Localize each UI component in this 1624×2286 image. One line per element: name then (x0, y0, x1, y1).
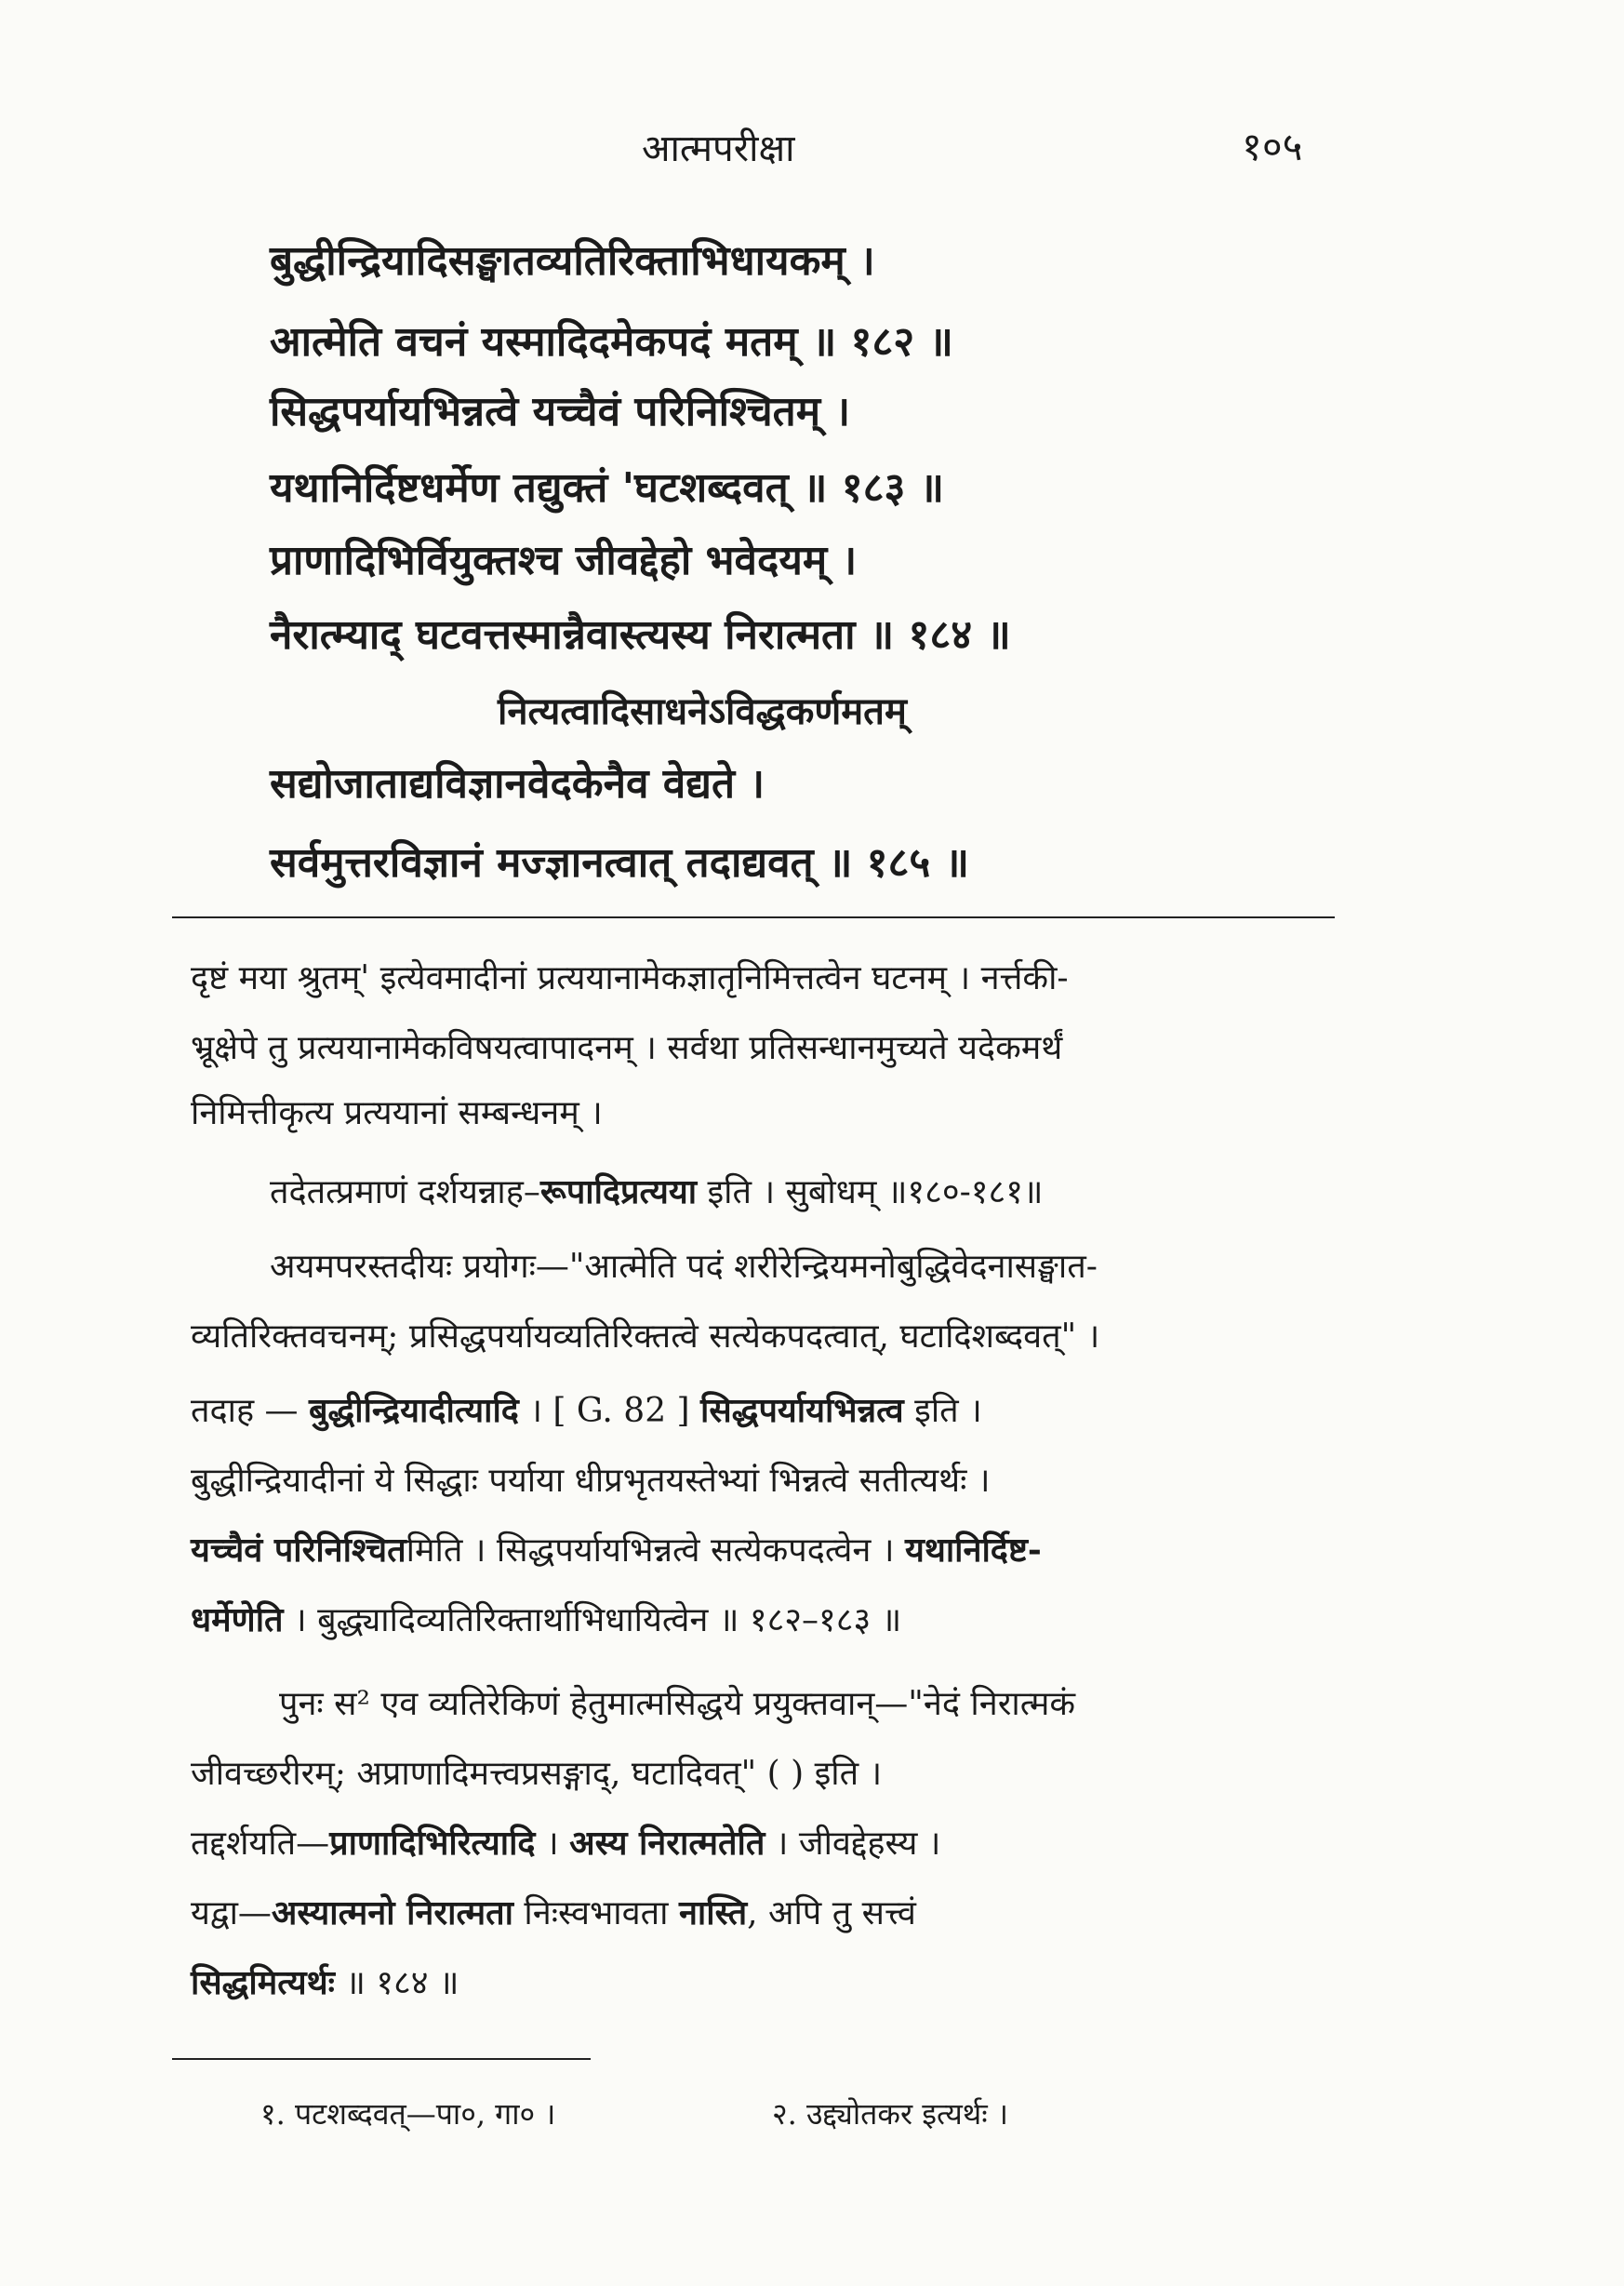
bold-term: नास्ति (678, 1893, 748, 1932)
bold-term: बुद्धीन्द्रियादीत्यादि (308, 1391, 519, 1430)
commentary-line: भ्रूक्षेपे तु प्रत्ययानामेकविषयत्वापादनम् । सर्वथा प्रतिसन्धानमुच्यते यदेकमर्थं (191, 1029, 1063, 1067)
commentary-line: जीवच्छरीरम्; अप्राणादिमत्त्वप्रसङ्गाद्, घटादिवत्" ( ) इति । (191, 1755, 883, 1793)
verse-line: यथानिर्दिष्टधर्मेण तद्युक्तं 'घटशब्दवत् ॥ १८३ ॥ (270, 464, 945, 512)
section-heading: नित्यत्वादिसाधनेऽविद्धकर्णमतम् (498, 689, 907, 733)
commentary-line: पुनः स² एव व्यतिरेकिणं हेतुमात्मसिद्धये प्रयुक्तवान्—"नेदं निरात्मकं (279, 1685, 1076, 1723)
commentary-line (191, 1386, 982, 1432)
commentary-line: अयमपरस्तदीयः प्रयोगः—"आत्मेति पदं शरीरेन्द्रियमनोबुद्धिवेदनासङ्घात- (270, 1248, 1098, 1286)
text-run: निःस्वभावता (512, 1894, 679, 1932)
commentary-line: दृष्टं मया श्रुतम्' इत्येवमादीनां प्रत्ययानामेकज्ञातृनिमित्तत्वेन घटनम् । नर्त्तकी- (191, 959, 1069, 997)
commentary-line (191, 1958, 459, 2004)
text-run: ॥ १८४ ॥ (334, 1964, 459, 2002)
text-run: । बुद्ध्यादिव्यतिरिक्तार्थाभिधायित्वेन ॥ १८२–१८३ ॥ (283, 1601, 902, 1639)
page-number: १०५ (1242, 124, 1303, 169)
commentary-line: बुद्धीन्द्रियादीनां ये सिद्धाः पर्याया धीप्रभृतयस्तेभ्यां भिन्नत्वे सतीत्यर्थः । (191, 1462, 991, 1500)
bold-term: रूपादिप्रत्यया (539, 1172, 698, 1211)
commentary-line: व्यतिरिक्तवचनम्; प्रसिद्धपर्यायव्यतिरिक्तत्वे सत्येकपदत्वात्, घटादिशब्दवत्" । (191, 1317, 1100, 1356)
bold-term: यथानिर्दिष्ट- (904, 1531, 1042, 1570)
commentary-line (270, 1168, 1043, 1213)
verse-line: सर्वमुत्तरविज्ञानं मज्ज्ञानत्वात् तदाद्यवत् ॥ १८५ ॥ (270, 839, 969, 887)
verse-line: नैरात्म्याद् घटवत्तस्मान्नैवास्त्यस्य निरात्मता ॥ १८४ ॥ (270, 611, 1011, 659)
bold-term: यच्चैवं परिनिश्चित (191, 1531, 406, 1570)
text-run: इति । (903, 1392, 982, 1430)
divider-rule (172, 916, 1335, 918)
bold-term: सिद्धमित्यर्थः (191, 1963, 335, 2002)
verse-line: सिद्धपर्यायभिन्नत्वे यच्चैवं परिनिश्चितम् । (270, 388, 851, 435)
text-run: मिति । सिद्धपर्यायभिन्नत्वे सत्येकपदत्वेन । (406, 1531, 905, 1570)
text-run: इति । सुबोधम् ॥१८०-१८१॥ (697, 1173, 1044, 1211)
verse-line: सद्योजाताद्यविज्ञानवेदकेनैव वेद्यते । (270, 760, 765, 808)
bold-term: धर्मेणेति (191, 1600, 284, 1639)
text-run: , अपि तु सत्त्वं (747, 1894, 916, 1932)
commentary-line (191, 1889, 916, 1934)
text-run: तद्दर्शयति— (191, 1825, 330, 1863)
footnote: १. पटशब्दवत्—पा०, गा० । (260, 2096, 556, 2132)
verse-line: बुद्धीन्द्रियादिसङ्घातव्यतिरिक्ताभिधायकम् । (270, 237, 875, 285)
footnote: २. उद्द्योतकर इत्यर्थः । (772, 2096, 1008, 2132)
text-run: । (535, 1825, 570, 1863)
commentary-line (191, 1819, 940, 1865)
commentary-line: निमित्तीकृत्य प्रत्ययानां सम्बन्धनम् । (191, 1094, 603, 1132)
text-run: । जीवद्देहस्य । (765, 1825, 941, 1863)
running-header-title: आत्मपरीक्षा (642, 127, 795, 170)
bold-term: प्राणादिभिरित्यादि (329, 1824, 536, 1863)
commentary-line (191, 1596, 901, 1641)
bold-term: अस्य निरात्मतेति (569, 1824, 765, 1863)
footnote-rule (172, 2058, 591, 2060)
text-run: यद्वा— (191, 1894, 272, 1932)
text-run: तदेतत्प्रमाणं दर्शयन्नाह– (270, 1173, 540, 1211)
text-run: । [ G. 82 ] (518, 1392, 701, 1430)
verse-line: आत्मेति वचनं यस्मादिदमेकपदं मतम् ॥ १८२ ॥ (270, 318, 953, 366)
bold-term: सिद्धपर्यायभिन्नत्व (700, 1391, 904, 1430)
text-run: तदाह — (191, 1392, 309, 1430)
commentary-line (191, 1526, 1042, 1571)
verse-line: प्राणादिभिर्वियुक्तश्च जीवद्देहो भवेदयम् । (270, 537, 858, 584)
bold-term: अस्यात्मनो निरात्मता (271, 1893, 513, 1932)
